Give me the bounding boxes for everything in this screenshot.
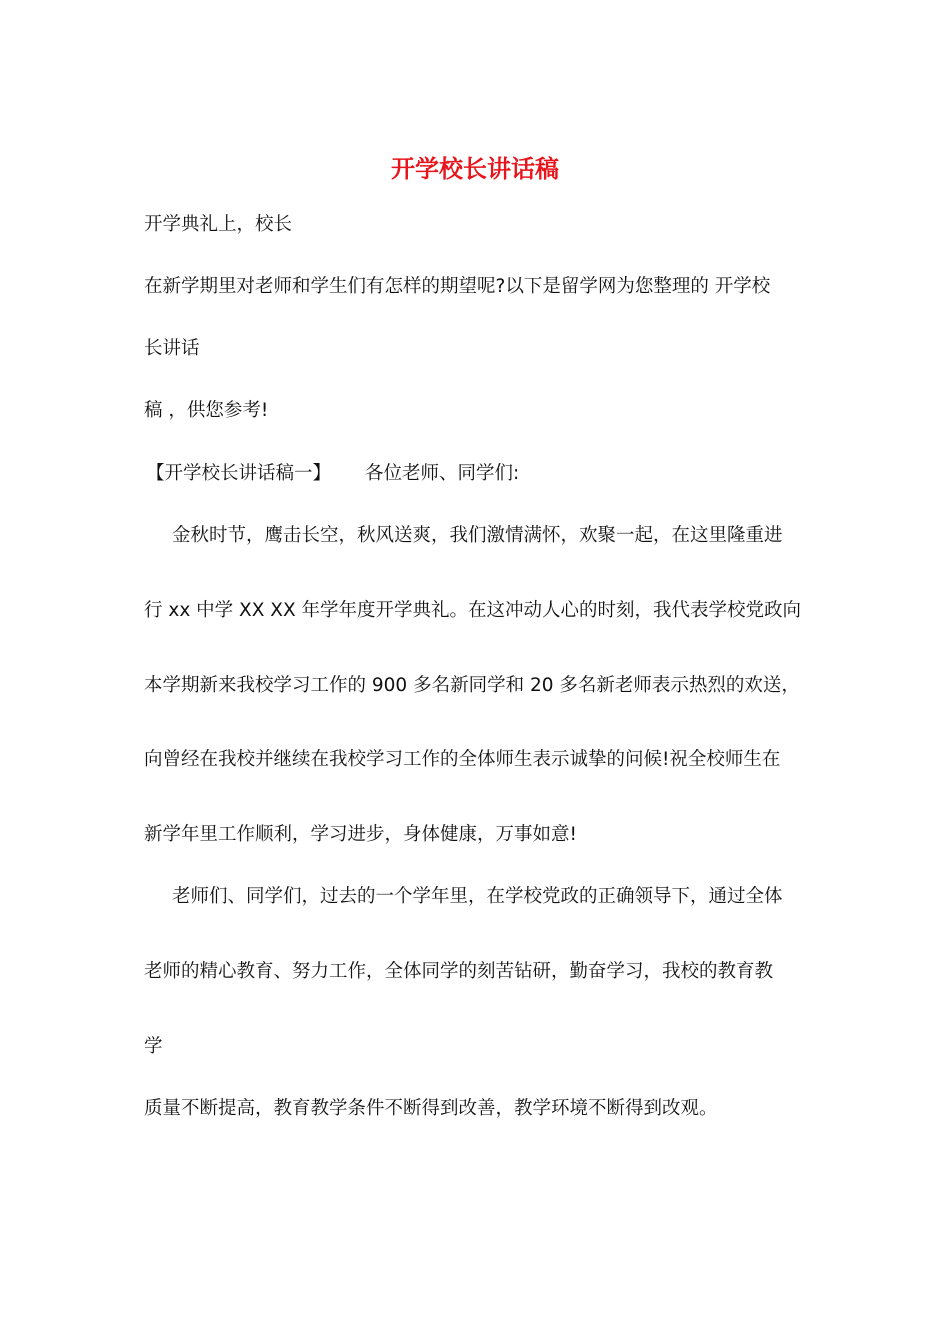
section-heading: 【开学校长讲话稿一】 xyxy=(146,463,332,484)
paragraph-line: 行 xx 中学 XX XX 年学年度开学典礼。在这冲动人心的时刻，我代表学校党政向 xyxy=(144,600,801,621)
paragraph-line: 金秋时节，鹰击长空，秋风送爽，我们激情满怀，欢聚一起，在这里隆重进 xyxy=(172,525,783,546)
section-heading-line xyxy=(146,461,519,487)
document-title: 开学校长讲话稿 xyxy=(391,154,559,183)
paragraph-line: 老师的精心教育、努力工作，全体同学的刻苦钻研，勤奋学习，我校的教育教 xyxy=(144,961,774,982)
paragraph-line: 老师们、同学们，过去的一个学年里，在学校党政的正确领导下，通过全体 xyxy=(172,886,783,907)
paragraph-line: 学 xyxy=(144,1036,163,1057)
paragraph-line: 开学典礼上，校长 xyxy=(144,214,293,235)
paragraph-line: 新学年里工作顺利，学习进步，身体健康，万事如意! xyxy=(144,824,577,845)
paragraph-line: 稿 ，供您参考! xyxy=(144,400,269,421)
paragraph-line: 质量不断提高，教育教学条件不断得到改善，教学环境不断得到改观。 xyxy=(144,1098,718,1119)
paragraph-line: 长讲话 xyxy=(144,338,200,359)
paragraph-line: 在新学期里对老师和学生们有怎样的期望呢?以下是留学网为您整理的 开学校 xyxy=(144,276,771,297)
paragraph-line: 向曾经在我校并继续在我校学习工作的全体师生表示诚挚的问候!祝全校师生在 xyxy=(144,749,781,770)
paragraph-line: 本学期新来我校学习工作的 900 多名新同学和 20 多名新老师表示热烈的欢送， xyxy=(144,675,800,696)
salutation: 各位老师、同学们: xyxy=(365,463,520,484)
